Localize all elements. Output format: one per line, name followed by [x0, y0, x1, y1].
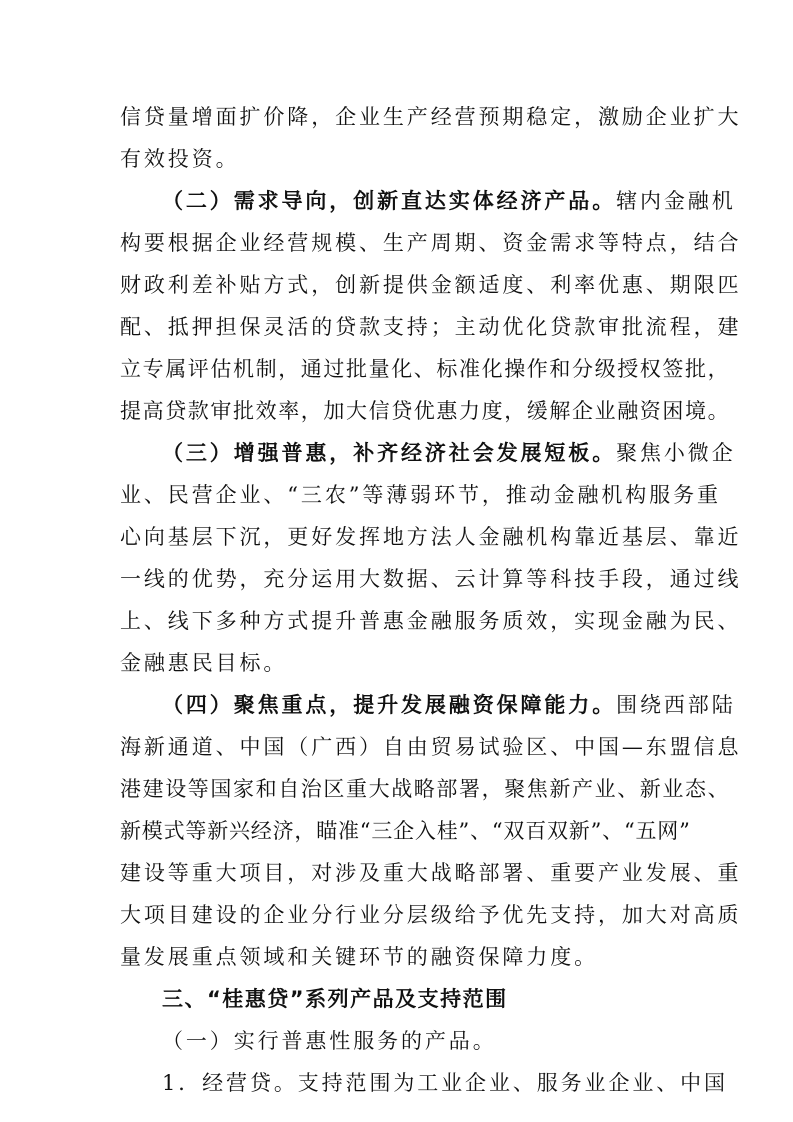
- paragraph-line: [120, 816, 691, 846]
- list-item-1: [162, 1068, 728, 1098]
- paragraph-line: [120, 774, 731, 804]
- chapter-3-title: 三、“桂惠贷”系列产品及支持范围: [162, 987, 508, 1011]
- paragraph-line: [120, 312, 742, 342]
- line-text: 构要根据企业经营规模、生产周期、资金需求等特点，结合: [120, 231, 742, 255]
- line-text: 立专属评估机制，通过批量化、标准化操作和分级授权签批，: [120, 357, 731, 381]
- line-text: 财政利差补贴方式，创新提供金额适度、利率优惠、期限匹: [120, 273, 742, 297]
- paragraph-line: [120, 564, 742, 594]
- line-text: 辖内金融机: [616, 189, 736, 213]
- line-text: 信贷量增面扩价降，企业生产经营预期稳定，激励企业扩大: [120, 105, 742, 129]
- line-text: 新模式等新兴经济，瞄准“三企入桂”、“双百双新”、“五网”: [120, 819, 691, 843]
- paragraph-line: [120, 396, 731, 426]
- line-text: 心向基层下沉，更好发挥地方法人金融机构靠近基层、靠近: [120, 525, 742, 549]
- section-4-title: （四）聚焦重点，提升发展融资保障能力。: [162, 692, 617, 717]
- paragraph-line: [120, 900, 742, 930]
- paragraph-line: [120, 270, 742, 300]
- paragraph-line: [120, 858, 742, 888]
- section-4-heading-line: [162, 690, 736, 720]
- subsection-1-heading: [162, 1026, 680, 1056]
- line-text: 一线的优势，充分运用大数据、云计算等科技手段，通过线: [120, 567, 742, 591]
- line-text: （一）实行普惠性服务的产品。: [162, 1029, 497, 1053]
- section-3-heading-line: [162, 438, 736, 468]
- section-2-heading-line: [162, 186, 736, 216]
- line-text: 围绕西部陆: [616, 693, 736, 717]
- paragraph-line: [120, 354, 731, 384]
- line-text: 1．经营贷。支持范围为工业企业、服务业企业、中国: [162, 1071, 728, 1095]
- line-text: 海新通道、中国（广西）自由贸易试验区、中国—东盟信息: [120, 735, 742, 759]
- paragraph-line: [120, 522, 742, 552]
- line-text: 上、线下多种方式提升普惠金融服务质效，实现金融为民、: [120, 609, 742, 633]
- paragraph-line: [120, 228, 742, 258]
- line-text: 港建设等国家和自治区重大战略部署，聚焦新产业、新业态、: [120, 777, 731, 801]
- chapter-3-heading: [162, 984, 680, 1014]
- line-text: 大项目建设的企业分行业分层级给予优先支持，加大对高质: [120, 903, 742, 927]
- paragraph-line: [120, 102, 742, 132]
- paragraph-line: [120, 144, 680, 174]
- paragraph-line: [120, 732, 742, 762]
- line-text: 有效投资。: [120, 147, 240, 171]
- paragraph-line: [120, 606, 742, 636]
- paragraph-line: [120, 648, 680, 678]
- line-text: 建设等重大项目，对涉及重大战略部署、重要产业发展、重: [120, 861, 742, 885]
- line-text: 量发展重点领域和关键环节的融资保障力度。: [120, 945, 598, 969]
- paragraph-line: [120, 942, 680, 972]
- section-2-title: （二）需求导向，创新直达实体经济产品。: [162, 188, 617, 213]
- line-text: 聚焦小微企: [616, 441, 736, 465]
- line-text: 配、抵押担保灵活的贷款支持；主动优化贷款审批流程，建: [120, 315, 742, 339]
- line-text: 业、民营企业、“三农”等薄弱环节，推动金融机构服务重: [120, 483, 721, 507]
- line-text: 金融惠民目标。: [120, 651, 288, 675]
- line-text: 提高贷款审批效率，加大信贷优惠力度，缓解企业融资困境。: [120, 399, 731, 423]
- section-3-title: （三）增强普惠，补齐经济社会发展短板。: [162, 440, 617, 465]
- paragraph-line: [120, 480, 721, 510]
